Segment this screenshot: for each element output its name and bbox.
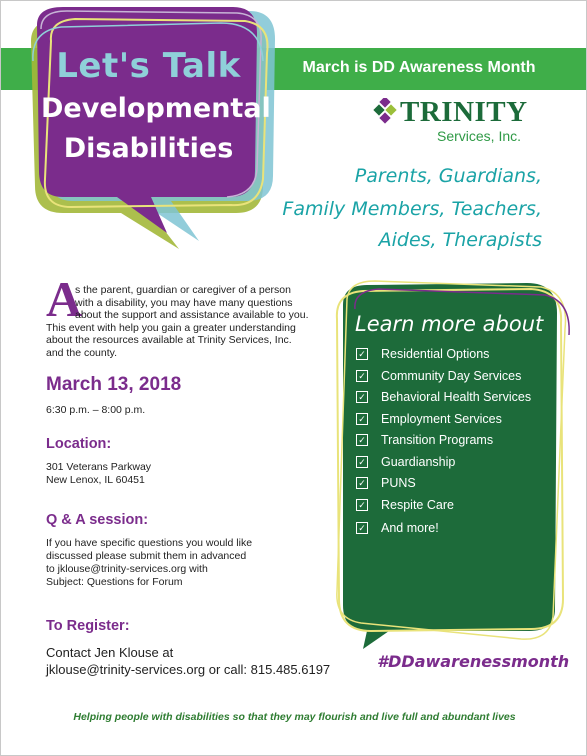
intro-line: and the county. bbox=[46, 346, 118, 359]
bubble-title-line2: Developmental bbox=[41, 93, 271, 124]
checkbox-icon: ✓ bbox=[356, 477, 368, 489]
audience-line-3: Aides, Therapists bbox=[378, 229, 542, 251]
qa-heading: Q & A session: bbox=[46, 512, 149, 528]
intro-line: This event with help you gain a greater understanding bbox=[46, 321, 296, 334]
intro-paragraph bbox=[46, 284, 331, 359]
checkbox-icon: ✓ bbox=[356, 370, 368, 382]
learn-title: Learn more about bbox=[355, 312, 544, 336]
list-item bbox=[356, 347, 556, 363]
checkbox-icon: ✓ bbox=[356, 413, 368, 425]
address-line-1: 301 Veterans Parkway bbox=[46, 461, 152, 473]
register-heading: To Register: bbox=[46, 618, 130, 634]
location-heading: Location: bbox=[46, 436, 112, 452]
list-item bbox=[356, 390, 556, 406]
bubble-title-line3: Disabilities bbox=[63, 133, 234, 164]
checkbox-icon: ✓ bbox=[356, 499, 368, 511]
intro-line: about the support and assistance available to you. bbox=[75, 309, 309, 321]
list-item bbox=[356, 433, 556, 449]
logo-name: TRINITY bbox=[400, 96, 528, 128]
location-address bbox=[46, 461, 151, 487]
event-time: 6:30 p.m. – 8:00 p.m. bbox=[46, 404, 146, 416]
trinity-logo bbox=[372, 98, 542, 148]
list-item bbox=[356, 476, 556, 492]
checkbox-icon: ✓ bbox=[356, 522, 368, 534]
logo-subtitle: Services, Inc. bbox=[437, 128, 522, 144]
audience-line-1: Parents, Guardians, bbox=[354, 165, 542, 187]
diamond-logo-icon bbox=[372, 98, 400, 126]
qa-line: to jklouse@trinity-services.org with bbox=[46, 563, 208, 575]
checkbox-icon: ✓ bbox=[356, 391, 368, 403]
speech-bubble-graphic bbox=[1, 1, 291, 261]
qa-line: If you have specific questions you would like bbox=[46, 537, 253, 549]
list-item bbox=[356, 498, 556, 514]
register-line-2: jklouse@trinity-services.org or call: 815.485.6197 bbox=[46, 662, 331, 677]
qa-line: Subject: Questions for Forum bbox=[46, 576, 183, 588]
footer-tagline: Helping people with disabilities so that they may flourish and live full and abundant lives bbox=[73, 711, 516, 723]
list-item-label: Respite Care bbox=[381, 497, 454, 512]
intro-drop-cap: A bbox=[46, 271, 83, 327]
address-line-2: New Lenox, IL 60451 bbox=[46, 474, 145, 486]
checkbox-icon: ✓ bbox=[356, 434, 368, 446]
list-item bbox=[356, 455, 556, 471]
audience-line-2: Family Members, Teachers, bbox=[282, 198, 542, 220]
checkbox-icon: ✓ bbox=[356, 348, 368, 360]
list-item-label: Community Day Services bbox=[381, 368, 522, 383]
intro-line: s the parent, guardian or caregiver of a person bbox=[75, 284, 291, 296]
bubble-title-line1: Let's Talk bbox=[56, 46, 241, 86]
qa-line: discussed please submit them in advanced bbox=[46, 550, 247, 562]
learn-list bbox=[356, 347, 556, 537]
intro-line: with a disability, you may have many questions bbox=[75, 296, 293, 309]
register-line-1: Contact Jen Klouse at bbox=[46, 645, 174, 660]
list-item-label: PUNS bbox=[381, 476, 416, 490]
intro-line: about the resources available at Trinity Services, Inc. bbox=[46, 334, 292, 346]
list-item bbox=[356, 521, 556, 537]
register-text bbox=[46, 644, 330, 678]
hashtag: #DDawarenessmonth bbox=[377, 652, 570, 671]
event-date: March 13, 2018 bbox=[46, 374, 182, 395]
list-item bbox=[356, 369, 556, 385]
banner-text: March is DD Awareness Month bbox=[302, 59, 536, 76]
list-item bbox=[356, 412, 556, 428]
qa-text bbox=[46, 537, 296, 589]
list-item-label: Residential Options bbox=[381, 347, 490, 361]
list-item-label: Employment Services bbox=[381, 411, 502, 426]
list-item-label: And more! bbox=[381, 521, 439, 535]
list-item-label: Transition Programs bbox=[381, 433, 494, 447]
list-item-label: Behavioral Health Services bbox=[381, 390, 532, 404]
checkbox-icon: ✓ bbox=[356, 456, 368, 468]
list-item-label: Guardianship bbox=[381, 454, 456, 469]
